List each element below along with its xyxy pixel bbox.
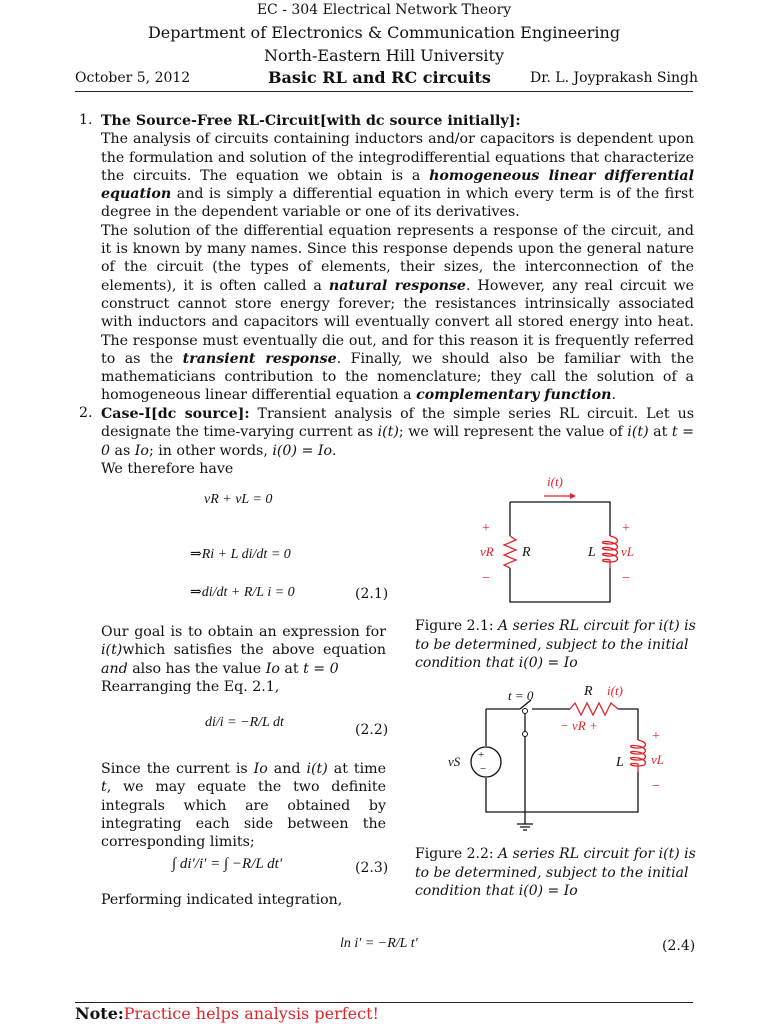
section1-body [101,112,694,405]
l-label: L [616,755,624,770]
section1-paragraph-2: The solution of the differential equation represents a response of the circuit, and it is known by many names. Since this response depends upon the general nature of the circuit (the types of elements, their sizes, the interconnection of the elements), it is often called a natural response. However, any real circuit we construct cannot store energy forever; the resistances intrinsically associated with inductors and capacitors will eventually convert all stored energy into heat. The response must eventually die out, and for this reason it is frequently referred to as the transient response. Finally, we should also be familiar with the mathematicians contribution to the nomenclature; they call the solution of a homogeneous linear differential equation a complementary function. [101,222,695,404]
vr-label: vR [480,544,494,559]
topic-title: Basic RL and RC circuits [268,68,491,87]
department-name: Department of Electronics & Communication Engineering [147,23,621,42]
equation-2-2-number: (2.2) [355,722,389,738]
vl-minus: − [622,571,630,586]
rearrange-text: Rearranging the Eq. 2.1, [101,678,280,695]
section1-paragraph-1: The analysis of circuits containing inductors and/or capacitors is dependent upon the formulation and solution of the integrodifferential equations that characterize the circuits. The equation we obtain is a homogeneous linear differential equation and is simply a differential equation in which every term is of the first degree in the dependent variable or one of its derivatives. [101,131,694,221]
vr-label: − vR + [560,718,598,733]
switch-contact [523,709,528,714]
figure-2-1-circuit [470,470,670,610]
equation-ri-ldi: ⇒Ri + L di/dt = 0 [190,547,291,562]
wire-bottom [486,772,638,812]
since-paragraph: Since the current is Io and i(t) at time t, we may equate the two definite integrals which are obtained by integrating each side between the corresponding limits; [101,761,386,851]
footer-rule [75,1002,693,1003]
note-text: Practice helps analysis perfect! [123,1004,379,1023]
figure-2-1-caption: Figure 2.1: A series RL circuit for i(t) is to be determined, subject to the initial condition that i(0) = Io [415,618,696,671]
equation-2-4: ln i′ = −R/L t′ [340,936,418,951]
header-rule [75,91,693,92]
wire-top [510,502,610,536]
therefore-text: We therefore have [101,460,234,477]
source-plus: + [478,749,485,761]
current-label: i(t) [547,474,563,489]
resistor-zigzag [504,536,516,568]
figure-2-2-caption: Figure 2.2: A series RL circuit for i(t) is to be determined, subject to the initial condition that i(0) = Io [415,846,696,899]
equation-2-2: di/i = −R/L dt [205,715,284,730]
ground-icon [517,812,533,830]
vl-label: vL [651,752,664,767]
equation-2-1: ⇒di/dt + R/L i = 0 [190,585,295,600]
author: Dr. L. Joyprakash Singh [530,70,698,86]
vr-plus: + [482,521,490,536]
equation-kvl: vR + vL = 0 [204,492,273,507]
wire-top-right [618,709,638,740]
vl-label: vL [621,544,634,559]
date: October 5, 2012 [75,70,191,86]
wire-bottom [510,568,610,602]
equation-2-4-number: (2.4) [662,938,696,954]
footer-note [75,1004,379,1023]
section2-title: Case-I[dc source]: [101,406,250,422]
figure-2-2-circuit [440,678,680,838]
inductor-coil [631,740,646,772]
inductor-coil [603,536,618,568]
equation-2-3: ∫ di′/i′ = ∫ −R/L dt′ [172,856,283,872]
vl-plus: + [652,729,660,744]
current-label: i(t) [607,683,623,698]
source-minus: − [480,763,487,775]
vl-plus: + [622,521,630,536]
source-label: vS [448,754,461,769]
r-label: R [522,545,531,560]
l-label: L [588,545,596,560]
course-title: EC - 304 Electrical Network Theory [256,2,512,18]
section2-intro: Case-I[dc source]: Transient analysis of the simple series RL circuit. Let us designate the time-varying current as i(t); we will represent the value of i(t) at t = 0 as Io; in other words, i(0) = Io. We therefore have [101,406,695,477]
r-label: R [584,684,593,699]
section2-number: 2. [79,405,93,421]
switch-pivot [523,732,528,737]
section1-title: The Source-Free RL-Circuit[with dc source initially]: [101,113,521,129]
section1-number: 1. [79,112,93,128]
vl-minus: − [652,779,660,794]
resistor-zigzag [570,703,618,715]
switch-label: t = 0 [508,688,534,703]
current-arrow-head [570,493,576,499]
equation-2-3-number: (2.3) [355,860,389,876]
university-name: North-Eastern Hill University [263,46,505,65]
performing-text: Performing indicated integration, [101,892,343,908]
note-label: Note: [75,1004,124,1023]
vr-minus: − [482,571,490,586]
equation-2-1-number: (2.1) [355,586,389,602]
goal-paragraph: Our goal is to obtain an expression for i(t)which satisfies the above equation and also has the value Io at t = 0 Rearranging the Eq. 2.1, [101,624,386,695]
